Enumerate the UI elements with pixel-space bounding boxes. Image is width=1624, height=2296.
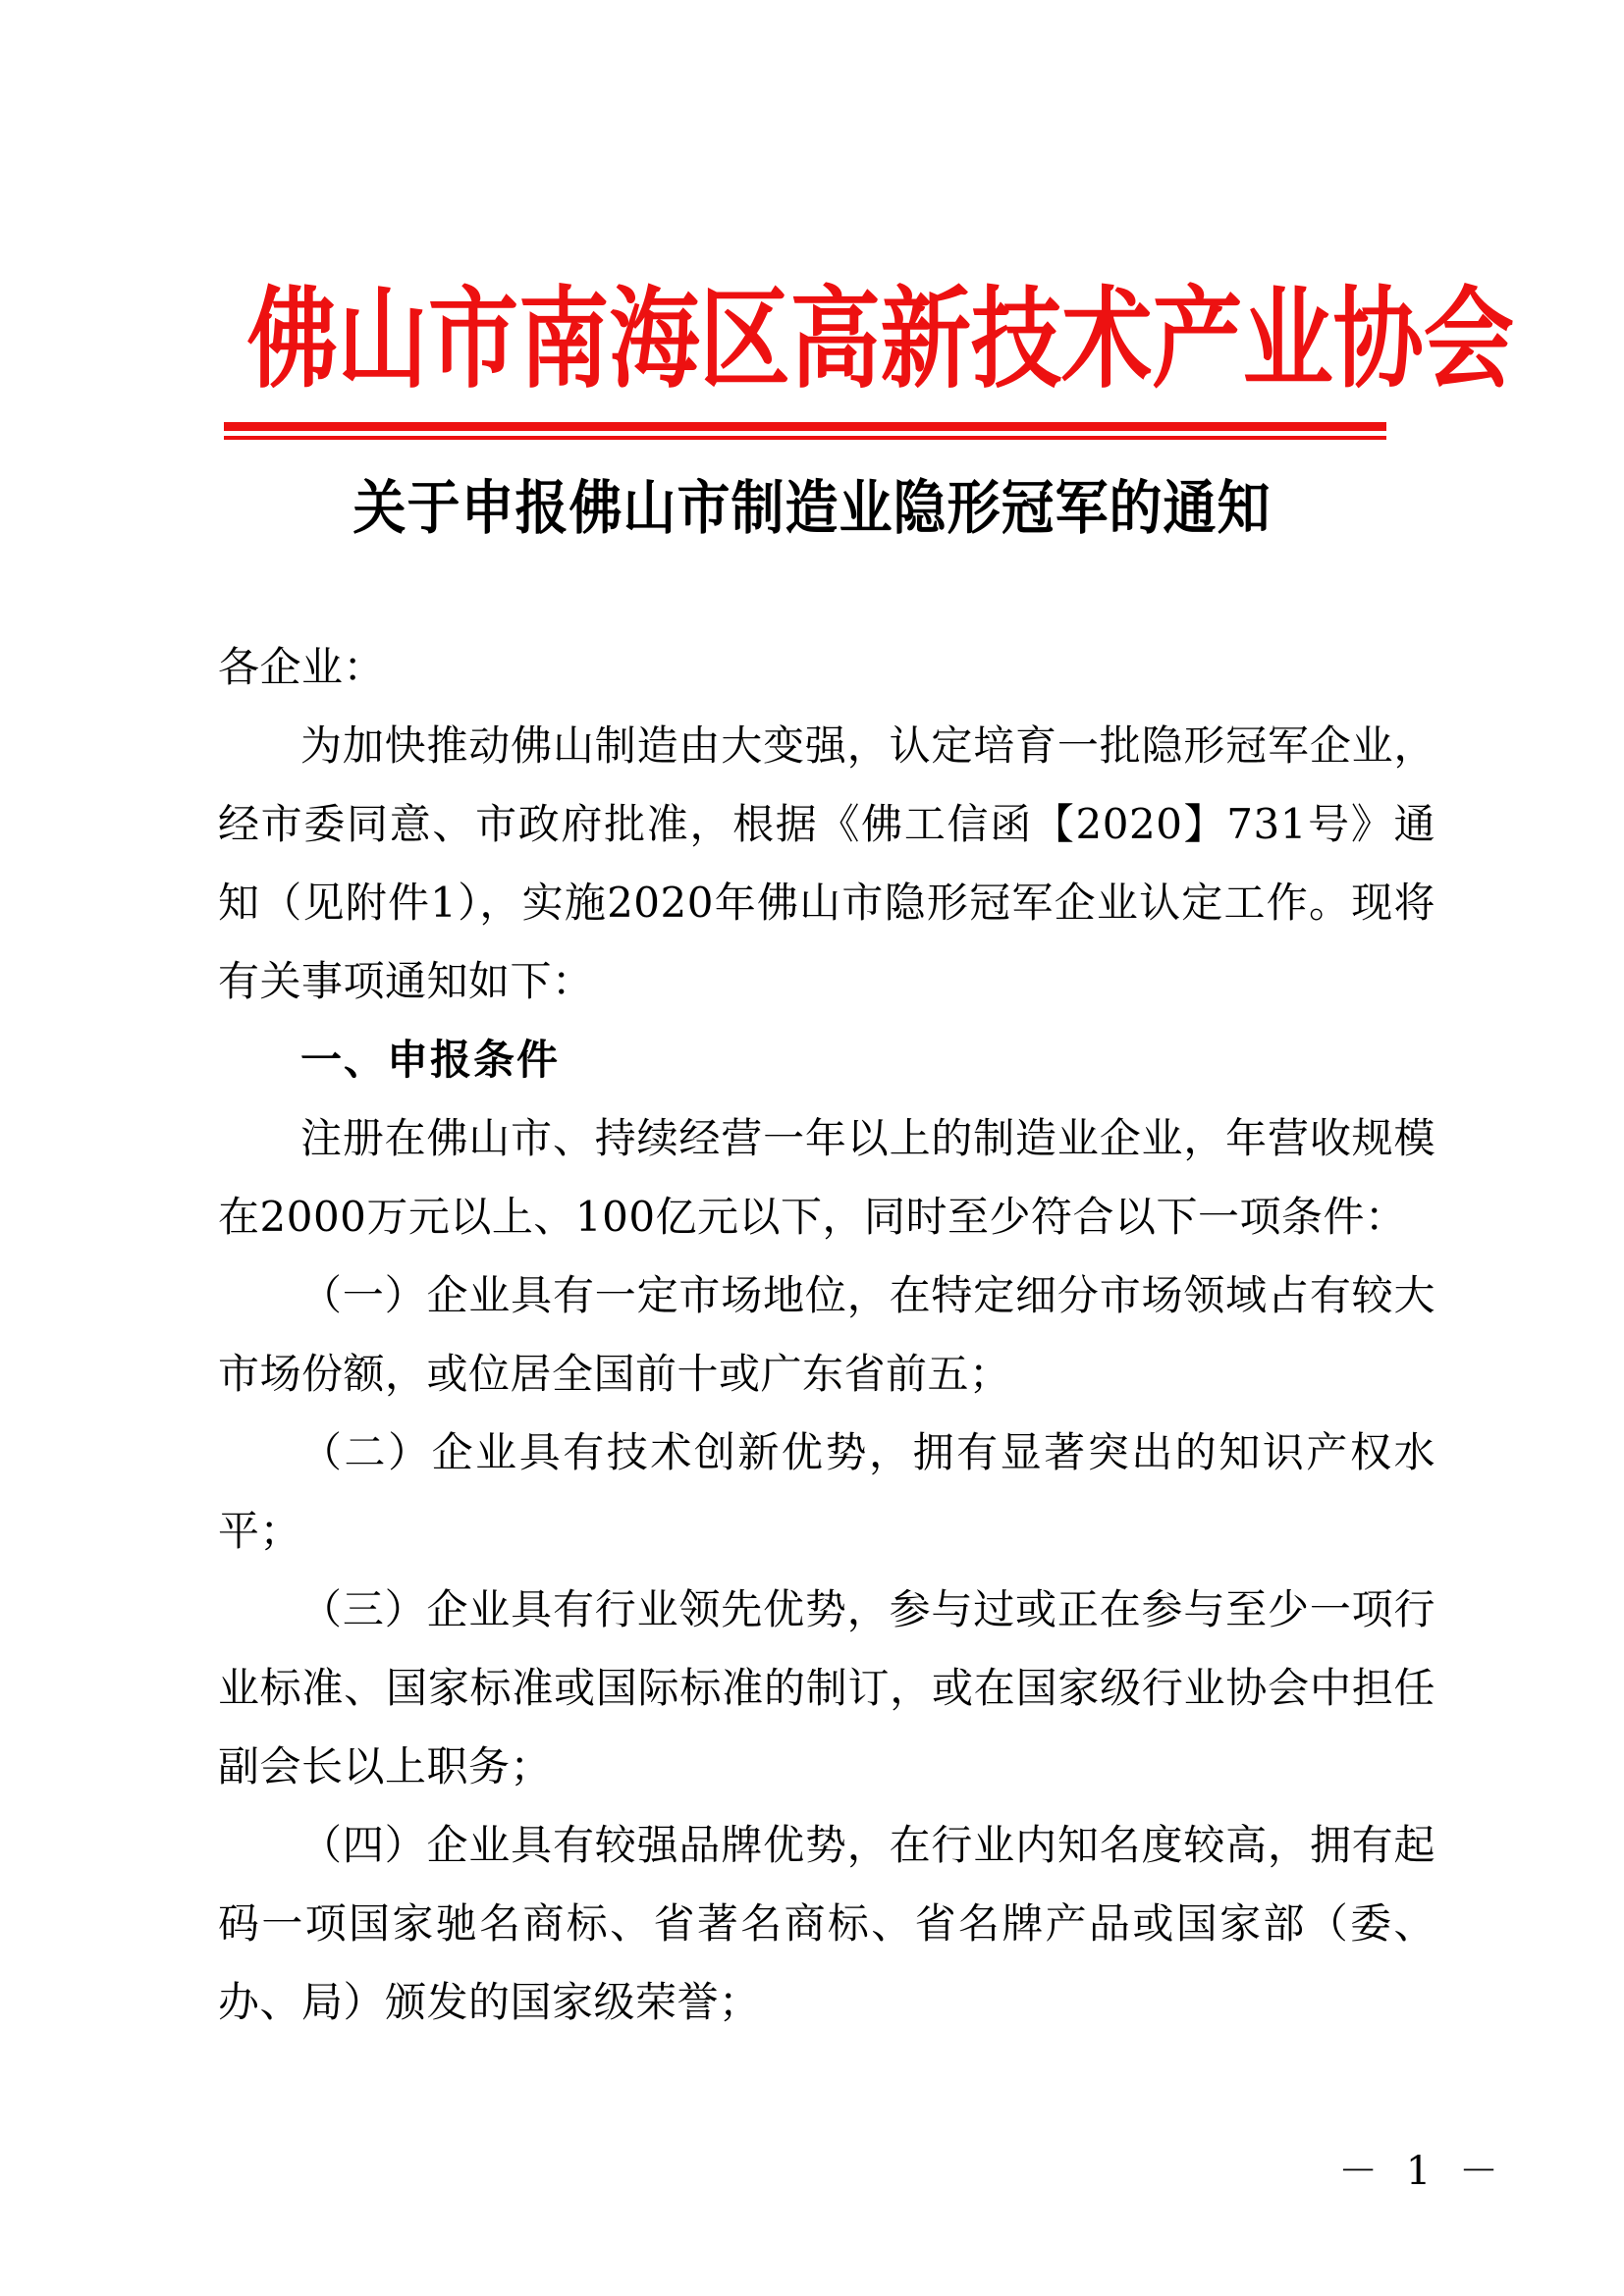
section-1-intro: 注册在佛山市、持续经营一年以上的制造业企业，年营收规模在2000万元以上、100亿元以下，同时至少符合以下一项条件： bbox=[218, 1114, 1435, 1241]
body-paragraph: 为加快推动佛山制造由大变强，认定培育一批隐形冠军企业，经市委同意、市政府批准，根据《佛工信函【2020】731号》通知（见附件1），实施2020年佛山市隐形冠军企业认定工作。现将有关事项通知如下： bbox=[218, 721, 1435, 1005]
masthead-double-rule bbox=[224, 422, 1386, 440]
condition-item-2: （二）企业具有技术创新优势，拥有显著突出的知识产权水平； bbox=[218, 1428, 1435, 1555]
condition-item-3: （三）企业具有行业领先优势，参与过或正在参与至少一项行业标准、国家标准或国际标准的制订，或在国家级行业协会中担任副会长以上职务； bbox=[218, 1585, 1435, 1790]
condition-item-1: （一）企业具有一定市场地位，在特定细分市场领域占有较大市场份额，或位居全国前十或广东省前五； bbox=[218, 1271, 1435, 1398]
section-heading-1: 一、申报条件 bbox=[300, 1036, 561, 1084]
masthead-rule-thin bbox=[224, 436, 1386, 440]
letterhead bbox=[224, 192, 1514, 440]
condition-item-4: （四）企业具有较强品牌优势，在行业内知名度较高，拥有起码一项国家驰名商标、省著名商标、省名牌产品或国家部（委、办、局）颁发的国家级荣誉； bbox=[218, 1821, 1435, 2026]
masthead-rule-thick bbox=[224, 422, 1386, 431]
page-number-footer: － 1 － bbox=[1338, 2149, 1506, 2194]
salutation: 各企业： bbox=[218, 643, 386, 691]
document-body bbox=[218, 628, 1435, 2042]
document-title: 关于申报佛山市制造业隐形冠军的通知 bbox=[352, 472, 1272, 543]
organization-masthead: 佛山市南海区高新技术产业协会 bbox=[246, 275, 1514, 403]
